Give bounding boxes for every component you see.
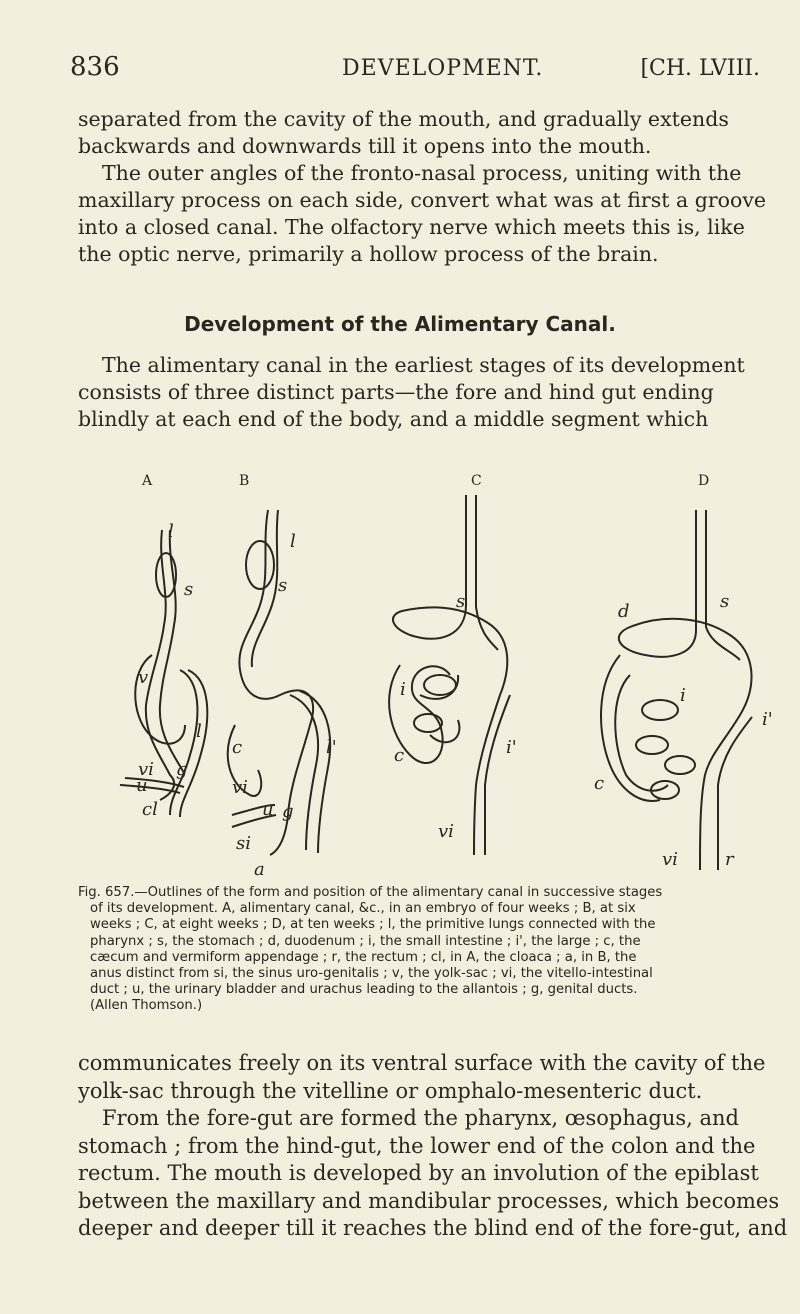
figure-caption [78, 885, 760, 1015]
section-heading: Development of the Alimentary Canal. [184, 312, 616, 336]
label: l [196, 721, 202, 742]
diagram-b [228, 510, 330, 855]
caption-line: weeks ; C, at eight weeks ; D, at ten weeks ; l, the primitive lungs connected with the [90, 917, 656, 933]
text-line: yolk-sac through the vitelline or omphalo-mesenteric duct. [78, 1078, 703, 1103]
text-line: backwards and downwards till it opens into the mouth. [78, 134, 652, 158]
caption-line: duct ; u, the urinary bladder and urachus leading to the allantois ; g, genital ducts. [90, 982, 638, 998]
label: r [725, 849, 734, 870]
page-number: 836 [70, 52, 120, 82]
text-line: between the maxillary and mandibular processes, which becomes [78, 1188, 780, 1213]
label: l [290, 531, 296, 552]
caption-line: (Allen Thomson.) [90, 998, 203, 1014]
label: vi [138, 759, 154, 780]
label: s [720, 591, 730, 612]
text-line: maxillary process on each side, convert what was at first a groove [78, 188, 767, 212]
text-line: into a closed canal. The olfactory nerve which meets this is, like [78, 215, 745, 239]
label: i' [506, 737, 517, 758]
text-line: the optic nerve, primarily a hollow process of the brain. [78, 242, 659, 266]
paragraph-intro [78, 352, 760, 433]
label: v [138, 667, 149, 688]
text-line: blindly at each end of the body, and a middle segment which [78, 407, 709, 431]
running-title: DEVELOPMENT. [342, 56, 544, 81]
caption-line: pharynx ; s, the stomach ; d, duodenum ; i, the small intestine ; i', the large ; c, the [90, 933, 641, 949]
text-line: separated from the cavity of the mouth, and gradually extends [78, 107, 729, 131]
diagram-a [120, 530, 207, 817]
label: l [168, 521, 174, 542]
label: a [254, 859, 265, 880]
text-line: The outer angles of the fronto-nasal process, uniting with the [102, 161, 742, 185]
chapter-label: [CH. LVIII. [640, 56, 760, 81]
label: s [456, 591, 466, 612]
caption-line: Fig. 657.—Outlines of the form and position of the alimentary canal in successive stages [78, 885, 663, 900]
caption-line: anus distinct from si, the sinus uro-genitalis ; v, the yolk-sac ; vi, the vitello-intestinal [90, 966, 653, 982]
diagram-d [601, 510, 752, 870]
label: c [232, 737, 243, 758]
label: vi [232, 777, 248, 798]
text-line: rectum. The mouth is developed by an involution of the epiblast [78, 1161, 759, 1185]
label-stage-d: D [698, 473, 710, 489]
caption-line: of its development. A, alimentary canal, &c., in an embryo of four weeks ; B, at six [90, 901, 636, 917]
page-header [70, 52, 760, 92]
text-line: From the fore-gut are formed the pharynx, œsophagus, and [102, 1106, 739, 1130]
label: u [262, 799, 274, 820]
label: d [618, 601, 630, 622]
text-line: communicates freely on its ventral surface with the cavity of the [78, 1051, 766, 1075]
label: s [278, 575, 288, 596]
text-line: stomach ; from the hind-gut, the lower end of the colon and the [78, 1133, 756, 1158]
figure-alimentary-canal [136, 455, 780, 885]
label: g [176, 759, 188, 780]
label: cl [142, 799, 158, 820]
label-stage-b: B [239, 473, 250, 489]
label: i [680, 685, 686, 706]
text-line: deeper and deeper till it reaches the blind end of the fore-gut, and [78, 1216, 788, 1240]
label: c [394, 745, 405, 766]
label-stage-a: A [142, 473, 153, 489]
text-line: The alimentary canal in the earliest stages of its development [102, 353, 745, 377]
label: s [184, 579, 194, 600]
label: i' [762, 709, 773, 730]
text-line: consists of three distinct parts—the fore and hind gut ending [78, 380, 714, 404]
paragraph-continuation [78, 1050, 788, 1243]
caption-line: cæcum and vermiform appendage ; r, the rectum ; cl, in A, the cloaca ; a, in B, the [90, 949, 637, 965]
diagram-c [389, 495, 510, 855]
label: i [400, 679, 406, 700]
label: c [594, 773, 605, 794]
label: g [282, 801, 294, 822]
label: vi [438, 821, 454, 842]
paragraph-olfactory [78, 106, 767, 268]
label-stage-c: C [471, 473, 482, 489]
label: u [136, 775, 148, 796]
label: si [236, 833, 251, 854]
label: vi [662, 849, 678, 870]
label: l' [326, 737, 337, 758]
